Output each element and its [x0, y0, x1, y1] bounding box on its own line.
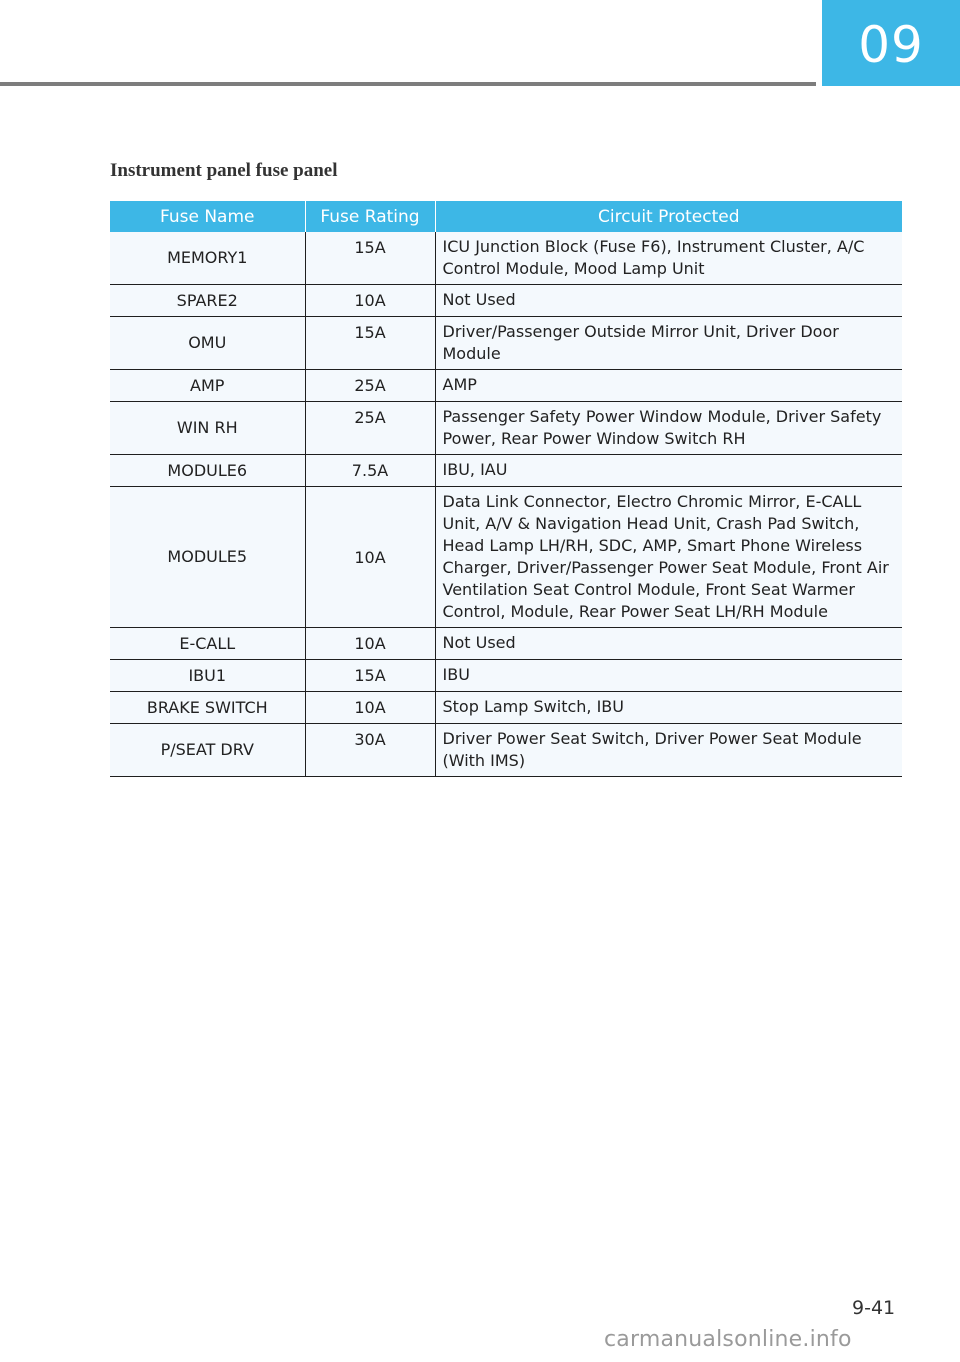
- circuit-protected-cell: Not Used: [435, 285, 902, 317]
- circuit-protected-cell: Data Link Connector, Electro Chromic Mirror, E-CALL Unit, A/V & Navigation Head Unit, Crash Pad Switch, Head Lamp LH/RH, SDC, AMP, Smart Phone Wireless Charger, Driver/Passenger Power Seat Module, Front Air Ventilation Seat Control Module, Front Seat Warmer Control, Module, Rear Power Seat LH/RH Module: [435, 487, 902, 628]
- header-rule: [0, 82, 816, 86]
- table-row: [110, 317, 902, 370]
- circuit-protected-cell: AMP: [435, 370, 902, 402]
- table-row: [110, 232, 902, 285]
- fuse-table: [110, 201, 902, 777]
- fuse-name-cell: BRAKE SWITCH: [110, 692, 305, 724]
- fuse-rating-cell: 15A: [305, 660, 435, 692]
- circuit-protected-cell: Stop Lamp Switch, IBU: [435, 692, 902, 724]
- fuse-rating-cell: 15A: [305, 232, 435, 285]
- table-row: [110, 285, 902, 317]
- fuse-rating-cell: 15A: [305, 317, 435, 370]
- fuse-rating-cell: 7.5A: [305, 455, 435, 487]
- fuse-rating-cell: 10A: [305, 285, 435, 317]
- table-row: [110, 402, 902, 455]
- fuse-name-cell: SPARE2: [110, 285, 305, 317]
- fuse-name-cell: P/SEAT DRV: [110, 724, 305, 777]
- fuse-name-cell: MEMORY1: [110, 232, 305, 285]
- fuse-name-cell: OMU: [110, 317, 305, 370]
- fuse-rating-cell: 10A: [305, 487, 435, 628]
- column-header-circuit-protected: Circuit Protected: [435, 201, 902, 232]
- circuit-protected-cell: ICU Junction Block (Fuse F6), Instrument Cluster, A/C Control Module, Mood Lamp Unit: [435, 232, 902, 285]
- fuse-name-cell: IBU1: [110, 660, 305, 692]
- fuse-rating-cell: 30A: [305, 724, 435, 777]
- fuse-name-cell: WIN RH: [110, 402, 305, 455]
- page-number: 9-41: [852, 1297, 896, 1319]
- circuit-protected-cell: Not Used: [435, 628, 902, 660]
- fuse-rating-cell: 25A: [305, 402, 435, 455]
- fuse-rating-cell: 25A: [305, 370, 435, 402]
- fuse-name-cell: MODULE6: [110, 455, 305, 487]
- table-row: [110, 487, 902, 628]
- fuse-name-cell: AMP: [110, 370, 305, 402]
- circuit-protected-cell: IBU: [435, 660, 902, 692]
- section-title: Instrument panel fuse panel: [110, 160, 338, 181]
- table-body: [110, 232, 902, 777]
- column-header-fuse-name: Fuse Name: [110, 201, 305, 232]
- fuse-name-cell: MODULE5: [110, 487, 305, 628]
- fuse-rating-cell: 10A: [305, 628, 435, 660]
- table-row: [110, 724, 902, 777]
- table-row: [110, 370, 902, 402]
- circuit-protected-cell: IBU, IAU: [435, 455, 902, 487]
- watermark: carmanualsonline.info: [604, 1327, 852, 1352]
- circuit-protected-cell: Driver/Passenger Outside Mirror Unit, Driver Door Module: [435, 317, 902, 370]
- table-header: [110, 201, 902, 232]
- table-row: [110, 628, 902, 660]
- circuit-protected-cell: Driver Power Seat Switch, Driver Power Seat Module (With IMS): [435, 724, 902, 777]
- table-row: [110, 692, 902, 724]
- table-row: [110, 660, 902, 692]
- fuse-rating-cell: 10A: [305, 692, 435, 724]
- circuit-protected-cell: Passenger Safety Power Window Module, Driver Safety Power, Rear Power Window Switch RH: [435, 402, 902, 455]
- chapter-tab: [822, 0, 960, 86]
- column-header-fuse-rating: Fuse Rating: [305, 201, 435, 232]
- table-row: [110, 455, 902, 487]
- chapter-number: 09: [858, 16, 924, 74]
- fuse-name-cell: E-CALL: [110, 628, 305, 660]
